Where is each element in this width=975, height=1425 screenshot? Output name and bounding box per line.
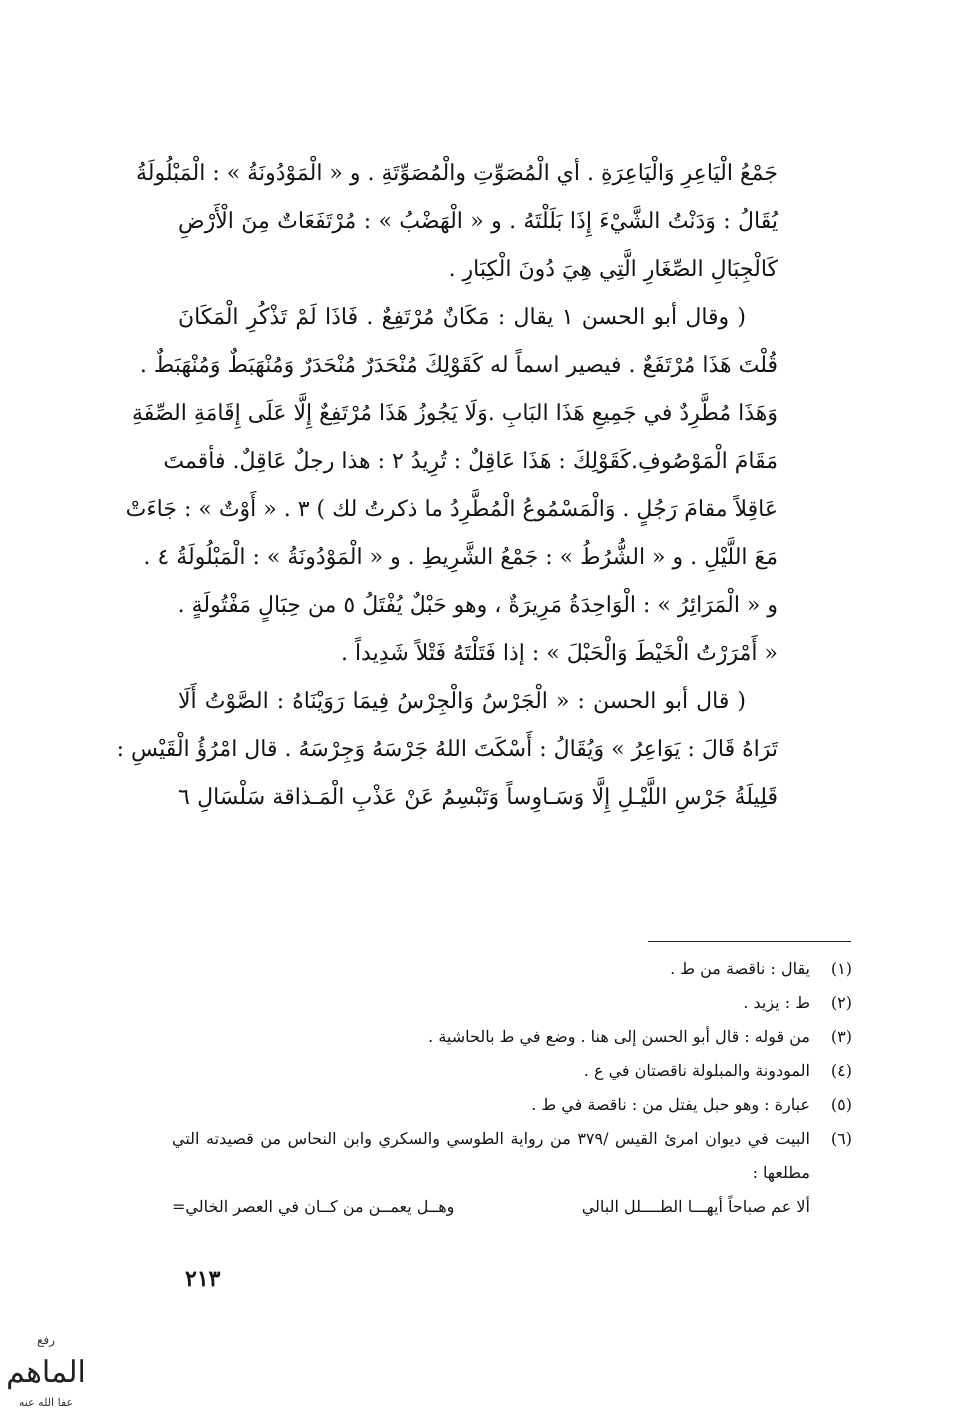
main-text-line: كَالْجِبَالِ الصِّغَارِ الَّتِي هِيَ دُونَ الْكِبَارِ . bbox=[448, 257, 778, 282]
verse-first-hemistich: ألا عم صباحاً أيهـــا الطــــلل البالي bbox=[581, 1197, 810, 1216]
footnote-item bbox=[172, 1020, 852, 1054]
footnote-text: من قوله : قال أبو الحسن إلى هنا . وضع في ط بالحاشية . bbox=[428, 1027, 810, 1046]
watermark-main-text: الماهم bbox=[6, 1355, 86, 1390]
footnote-number: (١) bbox=[830, 959, 852, 978]
footnote-verse bbox=[172, 1190, 852, 1224]
footnote-item bbox=[172, 1054, 852, 1088]
watermark-top-text: رفع bbox=[37, 1333, 55, 1347]
main-text-line: « أَمْرَرْتُ الْخَيْطَ وَالْحَبْلَ » : إذا فَتَلْتَهُ فَتْلاً شَدِيداً . bbox=[340, 641, 778, 666]
main-text-line: عَاقِلاً مقامَ رَجُلٍ . وَالْمَسْمُوعُ الْمُطَّرِدُ ما ذكرتُ لك ) ٣ . « أَوْتٌ » : جَاءَتْ bbox=[125, 497, 778, 522]
footnote-text: البيت في ديوان امرئ القيس /٣٧٩ من رواية الطوسي والسكري وابن النحاس من قصيدته التي مطلعها : bbox=[172, 1129, 810, 1182]
footnotes bbox=[172, 952, 852, 1224]
footnote-divider bbox=[648, 941, 851, 942]
main-text-line: مَعَ اللَّيْلِ . و « الشُّرُطُ » : جَمْعُ الشَّرِيطِ . و « الْمَوْدُونَةُ » : الْمَبْلُولَةُ ٤ . bbox=[143, 545, 778, 570]
footnote-text: يقال : ناقصة من ط . bbox=[670, 959, 810, 978]
main-text-line: قُلْتَ هَذَا مُرْتَفَعٌ . فيصير اسماً له كَقَوْلِكَ مُنْحَدَرٌ مُنْحَدَرٌ وَمُنْهَبَطٌ وَمُنْهَبَطٌ . bbox=[139, 353, 778, 378]
footnote-item bbox=[172, 952, 852, 986]
footnote-number: (٦) bbox=[830, 1129, 852, 1148]
footnote-number: (٤) bbox=[830, 1061, 852, 1080]
main-text-verse-line: قَلِيلَةُ جَرْسِ اللَّيْـلِ إِلَّا وَسَـاوِساً وَتَبْسِمُ عَنْ عَذْبِ الْمَـذاقة سَلْسَالِ ٦ bbox=[178, 785, 778, 810]
footnote-item bbox=[172, 1088, 852, 1122]
footnote-item bbox=[172, 1122, 852, 1190]
footnote-text: عبارة : وهو حبل يفتل من : ناقصة في ط . bbox=[531, 1095, 810, 1114]
footnote-text: ط : يزيد . bbox=[743, 993, 810, 1012]
main-text-line: و « الْمَرَائِرُ » : الْوَاحِدَةُ مَرِيرَةٌ ، وهو حَبْلٌ يُفْتَلُ ٥ من حِبَالٍ مَفْتُولَةٍ . bbox=[177, 593, 778, 618]
main-text-line: ( وقال أبو الحسن ١ يقال : مَكَانٌ مُرْتَفِعٌ . فَاذَا لَمْ تَذْكُرِ الْمَكَانَ bbox=[178, 305, 747, 330]
footnote-number: (٣) bbox=[830, 1027, 852, 1046]
footnote-number: (٢) bbox=[830, 993, 852, 1012]
main-text-line: تَرَاهُ قَالَ : يَوَاعِرُ » وَيُقَالُ : أَسْكَتَ اللهُ جَرْسَهُ وَجِرْسَهُ . قال امْرُؤُ الْقَيْسِ : bbox=[116, 737, 778, 762]
main-text-line: يُقَالُ : وَدَنْتُ الشَّيْءَ إِذَا بَلَلْتَهُ . و « الْهَضْبُ » : مُرْتَفَعَاتٌ مِنَ الْأَرْضِ bbox=[178, 209, 778, 234]
footnote-item bbox=[172, 986, 852, 1020]
footnote-number: (٥) bbox=[830, 1095, 852, 1114]
main-text-line: جَمْعُ الْيَاعِرِ وَالْيَاعِرَةِ . أي الْمُصَوِّتِ والْمُصَوِّتَةِ . و « الْمَوْدُونَةُ » : الْمَبْلُولَةُ bbox=[136, 161, 778, 186]
page-number: ٢١٣ bbox=[185, 1266, 221, 1292]
main-text-line: مَقَامَ الْمَوْصُوفِ.كَقَوْلِكَ : هَذَا عَاقِلٌ : تُرِيدُ ٢ : هذا رجلٌ عَاقِلٌ. فأقمتَ bbox=[163, 449, 778, 474]
watermark-logo bbox=[6, 1326, 86, 1414]
main-text-body bbox=[116, 150, 778, 822]
watermark-bottom-text: عفا الله عنه bbox=[18, 1396, 74, 1409]
verse-second-hemistich: وهــل يعمــن من كــان في العصر الخالي= bbox=[172, 1197, 455, 1216]
main-text-line: ( قال أبو الحسن : « الْجَرْسُ وَالْجِرْسُ فِيمَا رَوَيْنَاهُ : الصَّوْتُ أَلَا bbox=[178, 689, 746, 714]
footnote-text: المودونة والمبلولة ناقصتان في ع . bbox=[583, 1061, 810, 1080]
main-text-line: وَهَذَا مُطَّرِدٌ في جَمِيعِ هَذَا البَابِ .وَلَا يَجُوزُ هَذَا مُرْتَفِعٌ إِلَّا عَلَى إِقَامَةِ الصِّفَةِ bbox=[132, 401, 778, 426]
